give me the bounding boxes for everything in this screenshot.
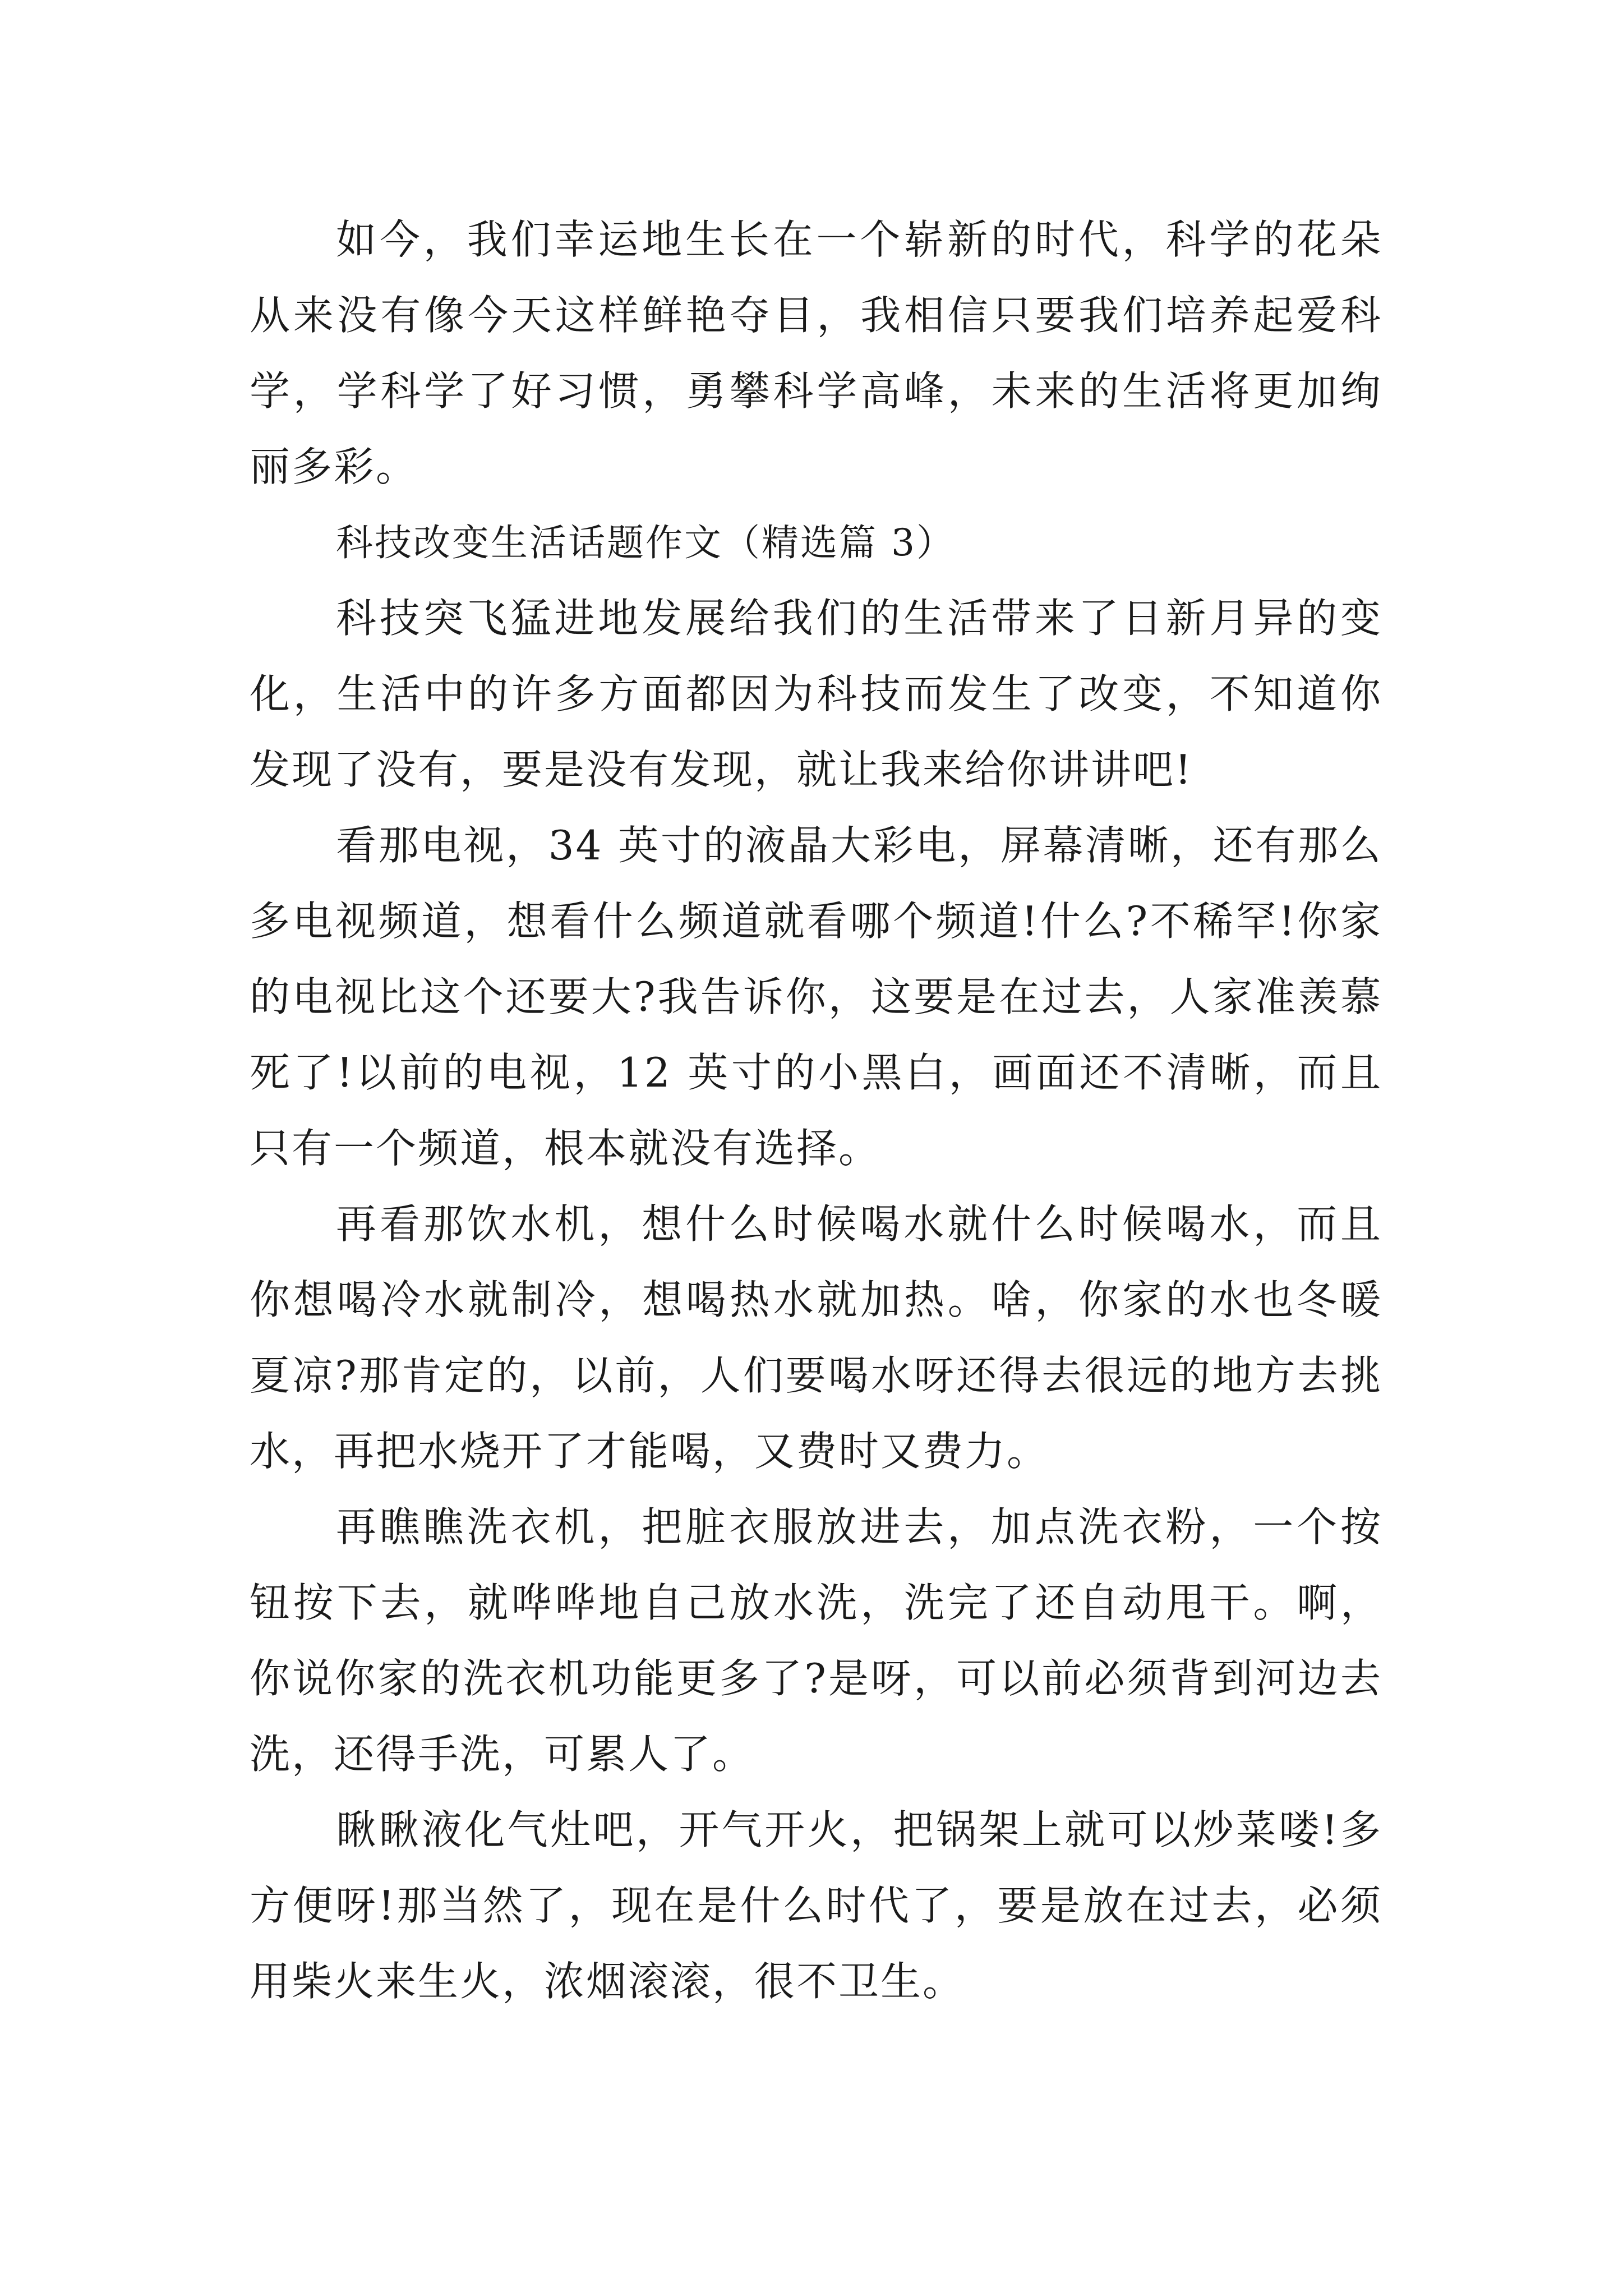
- section-heading: 科技改变生活话题作文（精选篇 3）: [336, 521, 955, 564]
- paragraph-intro: 如今，我们幸运地生长在一个崭新的时代，科学的花朵从来没有像今天这样鲜艳夺目，我相信只要我们培养起爱科学，学科学了好习惯，勇攀科学高峰，未来的生活将更加绚丽多彩。: [250, 216, 1382, 490]
- paragraph-washing-machine: 再瞧瞧洗衣机，把脏衣服放进去，加点洗衣粉，一个按钮按下去，就哗哗地自己放水洗，洗完了还自动甩干。啊，你说你家的洗衣机功能更多了?是呀，可以前必须背到河边去洗，还得手洗，可累人了。: [250, 1503, 1382, 1778]
- paragraph-tech-change: 科技突飞猛进地发展给我们的生活带来了日新月异的变化，生活中的许多方面都因为科技而发生了改变，不知道你发现了没有，要是没有发现，就让我来给你讲讲吧!: [250, 595, 1382, 793]
- paragraph-water-dispenser: 再看那饮水机，想什么时候喝水就什么时候喝水，而且你想喝冷水就制冷，想喝热水就加热。啥，你家的水也冬暖夏凉?那肯定的，以前，人们要喝水呀还得去很远的地方去挑水，再把水烧开了才能喝，又费时又费力。: [250, 1200, 1382, 1475]
- paragraph-gas-stove: 瞅瞅液化气灶吧，开气开火，把锅架上就可以炒菜喽!多方便呀!那当然了，现在是什么时代了，要是放在过去，必须用柴火来生火，浓烟滚滚，很不卫生。: [250, 1806, 1382, 2005]
- paragraph-television: 看那电视，34 英寸的液晶大彩电，屏幕清晰，还有那么多电视频道，想看什么频道就看哪个频道!什么?不稀罕!你家的电视比这个还要大?我告诉你，这要是在过去，人家准羡慕死了!以前的电视，12 英寸的小黑白，画面还不清晰，而且只有一个频道，根本就没有选择。: [250, 822, 1382, 1172]
- document-body: [250, 202, 1382, 2019]
